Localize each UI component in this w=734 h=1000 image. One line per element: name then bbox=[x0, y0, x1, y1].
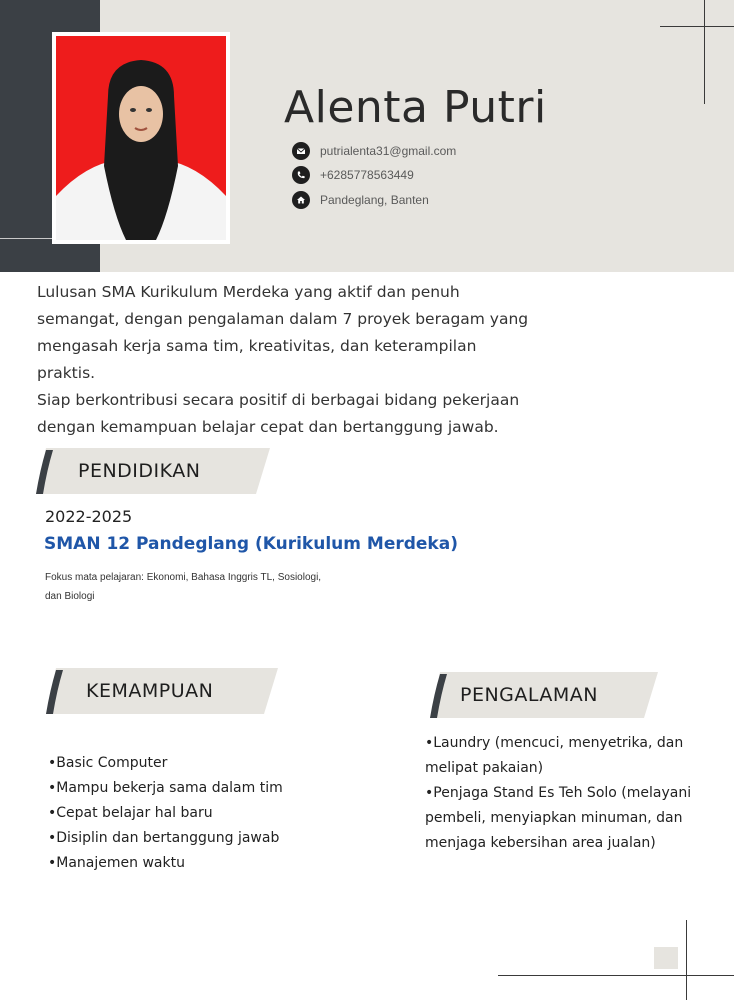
contact-email[interactable]: putrialenta31@gmail.com bbox=[320, 144, 457, 158]
education-note-line: dan Biologi bbox=[45, 591, 95, 602]
skills-section-header bbox=[44, 668, 278, 714]
summary-line: Lulusan SMA Kurikulum Merdeka yang aktif dan penuh bbox=[37, 283, 460, 301]
summary-line: dengan kemampuan belajar cepat dan bertanggung jawab. bbox=[37, 418, 499, 436]
experience-list bbox=[425, 731, 715, 856]
list-item: •Disiplin dan bertanggung jawab bbox=[48, 830, 280, 846]
decorative-line-top-vertical bbox=[704, 0, 705, 104]
contact-location: Pandeglang, Banten bbox=[320, 193, 429, 207]
decorative-line-top-horizontal bbox=[660, 26, 734, 27]
contact-location-row bbox=[292, 191, 429, 209]
experience-line: melipat pakaian) bbox=[425, 760, 544, 776]
list-item: •Mampu bekerja sama dalam tim bbox=[48, 780, 283, 796]
education-school: SMAN 12 Pandeglang (Kurikulum Merdeka) bbox=[44, 534, 458, 554]
contact-phone-row bbox=[292, 166, 414, 184]
profile-photo bbox=[56, 36, 226, 240]
list-item: •Cepat belajar hal baru bbox=[48, 805, 213, 821]
envelope-icon bbox=[292, 142, 310, 160]
education-note-line: Fokus mata pelajaran: Ekonomi, Bahasa Inggris TL, Sosiologi, bbox=[45, 572, 322, 583]
experience-line: pembeli, menyiapkan minuman, dan bbox=[425, 810, 683, 826]
list-item: •Manajemen waktu bbox=[48, 855, 185, 871]
education-section-title: PENDIDIKAN bbox=[78, 460, 201, 482]
experience-line: •Laundry (mencuci, menyetrika, dan bbox=[425, 735, 684, 751]
summary-line: semangat, dengan pengalaman dalam 7 proyek beragam yang bbox=[37, 310, 529, 328]
education-focus-note bbox=[45, 568, 385, 606]
experience-line: •Penjaga Stand Es Teh Solo (melayani bbox=[425, 785, 692, 801]
experience-section-header bbox=[428, 672, 658, 718]
contact-email-row bbox=[292, 142, 456, 160]
contact-phone[interactable]: +6285778563449 bbox=[320, 168, 414, 182]
skills-list bbox=[48, 751, 283, 876]
phone-icon bbox=[292, 166, 310, 184]
profile-photo-frame bbox=[52, 32, 230, 244]
summary-line: Siap berkontribusi secara positif di berbagai bidang pekerjaan bbox=[37, 391, 520, 409]
list-item: •Basic Computer bbox=[48, 755, 168, 771]
education-section-header bbox=[34, 448, 270, 494]
experience-section-title: PENGALAMAN bbox=[460, 684, 599, 706]
experience-line: menjaga kebersihan area jualan) bbox=[425, 835, 656, 851]
skills-section-title: KEMAMPUAN bbox=[86, 680, 214, 702]
decorative-line-bottom-horizontal bbox=[498, 975, 734, 976]
profile-summary bbox=[37, 279, 537, 441]
home-icon bbox=[292, 191, 310, 209]
summary-line: mengasah kerja sama tim, kreativitas, dan keterampilan praktis. bbox=[37, 337, 477, 382]
decorative-square bbox=[654, 947, 678, 969]
portrait-illustration bbox=[56, 36, 226, 240]
decorative-line-bottom-vertical bbox=[686, 920, 687, 1000]
education-years: 2022-2025 bbox=[45, 507, 133, 526]
candidate-name: Alenta Putri bbox=[284, 82, 547, 133]
decorative-line-left bbox=[0, 238, 52, 239]
